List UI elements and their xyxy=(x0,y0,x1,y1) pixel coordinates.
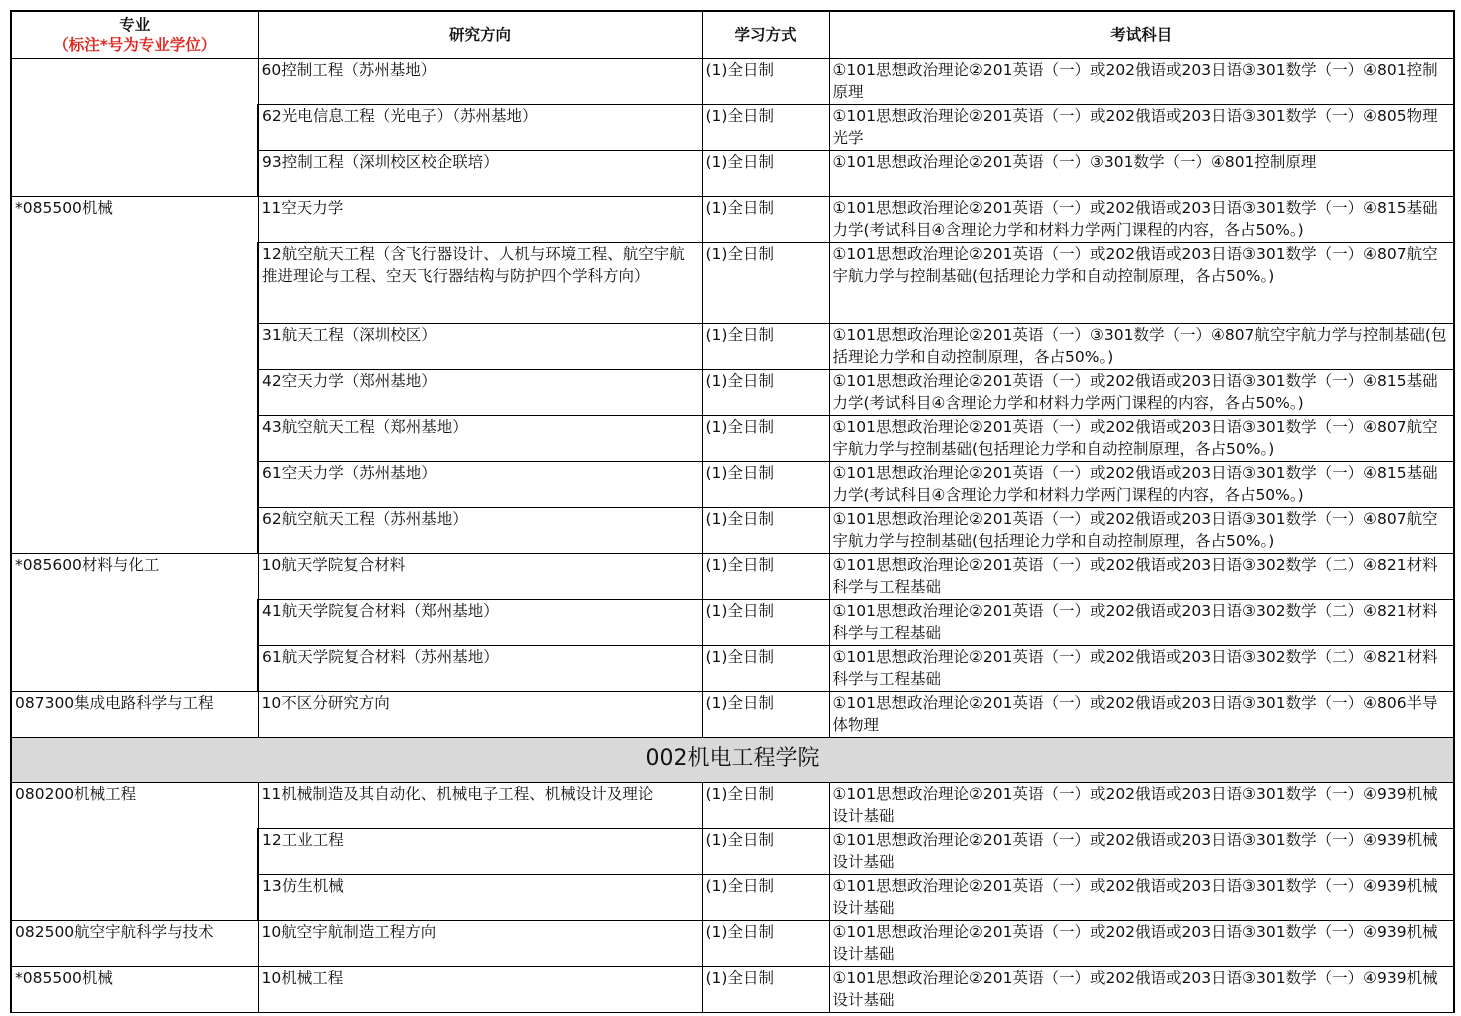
mode-cell: (1)全日制 xyxy=(702,553,829,599)
direction-cell: 61航天学院复合材料（苏州基地） xyxy=(258,645,702,691)
direction-cell: 10机械工程 xyxy=(258,966,702,1012)
subjects-cell: ①101思想政治理论②201英语（一）或202俄语或203日语③301数学（一）④807航空宇航力学与控制基础(包括理论力学和自动控制原理，各占50%。) xyxy=(829,242,1454,323)
mode-cell: (1)全日制 xyxy=(702,966,829,1012)
mode-cell: (1)全日制 xyxy=(702,369,829,415)
major-cell xyxy=(11,58,258,196)
header-row xyxy=(11,11,1454,58)
subjects-cell: ①101思想政治理论②201英语（一）③301数学（一）④801控制原理 xyxy=(829,150,1454,196)
section-row xyxy=(11,737,1454,782)
mode-cell: (1)全日制 xyxy=(702,415,829,461)
mode-cell: (1)全日制 xyxy=(702,691,829,737)
table-row xyxy=(11,196,1454,242)
table-row xyxy=(11,553,1454,599)
mode-cell: (1)全日制 xyxy=(702,196,829,242)
table-row xyxy=(11,920,1454,966)
header-major-label: 专业 xyxy=(119,15,151,34)
direction-cell: 93控制工程（深圳校区校企联培） xyxy=(258,150,702,196)
direction-cell: 12工业工程 xyxy=(258,828,702,874)
direction-cell: 11机械制造及其自动化、机械电子工程、机械设计及理论 xyxy=(258,782,702,828)
subjects-cell: ①101思想政治理论②201英语（一）或202俄语或203日语③301数学（一）④939机械设计基础 xyxy=(829,828,1454,874)
mode-cell: (1)全日制 xyxy=(702,323,829,369)
subjects-cell: ①101思想政治理论②201英语（一）或202俄语或203日语③301数学（一）④939机械设计基础 xyxy=(829,782,1454,828)
direction-cell: 41航天学院复合材料（郑州基地） xyxy=(258,599,702,645)
mode-cell: (1)全日制 xyxy=(702,920,829,966)
subjects-cell: ①101思想政治理论②201英语（一）或202俄语或203日语③302数学（二）④821材料科学与工程基础 xyxy=(829,645,1454,691)
subjects-cell: ①101思想政治理论②201英语（一）或202俄语或203日语③301数学（一）④815基础力学(考试科目④含理论力学和材料力学两门课程的内容，各占50%。) xyxy=(829,369,1454,415)
subjects-cell: ①101思想政治理论②201英语（一）或202俄语或203日语③301数学（一）④801控制原理 xyxy=(829,58,1454,104)
direction-cell: 62航空航天工程（苏州基地） xyxy=(258,507,702,553)
table-row xyxy=(11,966,1454,1012)
direction-cell: 10航空宇航制造工程方向 xyxy=(258,920,702,966)
direction-cell: 10不区分研究方向 xyxy=(258,691,702,737)
direction-cell: 10航天学院复合材料 xyxy=(258,553,702,599)
mode-cell: (1)全日制 xyxy=(702,104,829,150)
table-row xyxy=(11,691,1454,737)
mode-cell: (1)全日制 xyxy=(702,150,829,196)
major-cell: 082500航空宇航科学与技术 xyxy=(11,920,258,966)
major-cell: 080200机械工程 xyxy=(11,782,258,920)
header-major-note: （标注*号为专业学位） xyxy=(53,35,217,54)
mode-cell: (1)全日制 xyxy=(702,645,829,691)
direction-cell: 13仿生机械 xyxy=(258,874,702,920)
direction-cell: 42空天力学（郑州基地） xyxy=(258,369,702,415)
header-mode: 学习方式 xyxy=(702,11,829,58)
mode-cell: (1)全日制 xyxy=(702,874,829,920)
major-cell: *085600材料与化工 xyxy=(11,553,258,691)
header-subjects: 考试科目 xyxy=(829,11,1454,58)
direction-cell: 61空天力学（苏州基地） xyxy=(258,461,702,507)
major-cell: *085500机械 xyxy=(11,196,258,553)
subjects-cell: ①101思想政治理论②201英语（一）或202俄语或203日语③301数学（一）④806半导体物理 xyxy=(829,691,1454,737)
subjects-cell: ①101思想政治理论②201英语（一）③301数学（一）④807航空宇航力学与控制基础(包括理论力学和自动控制原理，各占50%。) xyxy=(829,323,1454,369)
direction-cell: 62光电信息工程（光电子）（苏州基地） xyxy=(258,104,702,150)
mode-cell: (1)全日制 xyxy=(702,782,829,828)
mode-cell: (1)全日制 xyxy=(702,507,829,553)
mode-cell: (1)全日制 xyxy=(702,58,829,104)
section-title: 002机电工程学院 xyxy=(11,737,1454,782)
table-row xyxy=(11,58,1454,104)
table-row xyxy=(11,782,1454,828)
subjects-cell: ①101思想政治理论②201英语（一）或202俄语或203日语③301数学（一）④939机械设计基础 xyxy=(829,920,1454,966)
major-cell: *085500机械 xyxy=(11,966,258,1012)
mode-cell: (1)全日制 xyxy=(702,828,829,874)
direction-cell: 11空天力学 xyxy=(258,196,702,242)
direction-cell: 12航空航天工程（含飞行器设计、人机与环境工程、航空宇航推进理论与工程、空天飞行器结构与防护四个学科方向） xyxy=(258,242,702,323)
header-direction: 研究方向 xyxy=(258,11,702,58)
subjects-cell: ①101思想政治理论②201英语（一）或202俄语或203日语③301数学（一）④939机械设计基础 xyxy=(829,966,1454,1012)
direction-cell: 60控制工程（苏州基地） xyxy=(258,58,702,104)
subjects-cell: ①101思想政治理论②201英语（一）或202俄语或203日语③302数学（二）④821材料科学与工程基础 xyxy=(829,553,1454,599)
subjects-cell: ①101思想政治理论②201英语（一）或202俄语或203日语③301数学（一）④939机械设计基础 xyxy=(829,874,1454,920)
mode-cell: (1)全日制 xyxy=(702,242,829,323)
mode-cell: (1)全日制 xyxy=(702,599,829,645)
direction-cell: 43航空航天工程（郑州基地） xyxy=(258,415,702,461)
subjects-cell: ①101思想政治理论②201英语（一）或202俄语或203日语③301数学（一）④815基础力学(考试科目④含理论力学和材料力学两门课程的内容，各占50%。) xyxy=(829,461,1454,507)
subjects-cell: ①101思想政治理论②201英语（一）或202俄语或203日语③301数学（一）④815基础力学(考试科目④含理论力学和材料力学两门课程的内容，各占50%。) xyxy=(829,196,1454,242)
direction-cell: 31航天工程（深圳校区） xyxy=(258,323,702,369)
subjects-cell: ①101思想政治理论②201英语（一）或202俄语或203日语③301数学（一）④805物理光学 xyxy=(829,104,1454,150)
major-cell: 087300集成电路科学与工程 xyxy=(11,691,258,737)
header-major xyxy=(11,11,258,58)
admissions-table xyxy=(10,10,1455,1013)
subjects-cell: ①101思想政治理论②201英语（一）或202俄语或203日语③302数学（二）④821材料科学与工程基础 xyxy=(829,599,1454,645)
mode-cell: (1)全日制 xyxy=(702,461,829,507)
subjects-cell: ①101思想政治理论②201英语（一）或202俄语或203日语③301数学（一）④807航空宇航力学与控制基础(包括理论力学和自动控制原理，各占50%。) xyxy=(829,415,1454,461)
subjects-cell: ①101思想政治理论②201英语（一）或202俄语或203日语③301数学（一）④807航空宇航力学与控制基础(包括理论力学和自动控制原理，各占50%。) xyxy=(829,507,1454,553)
